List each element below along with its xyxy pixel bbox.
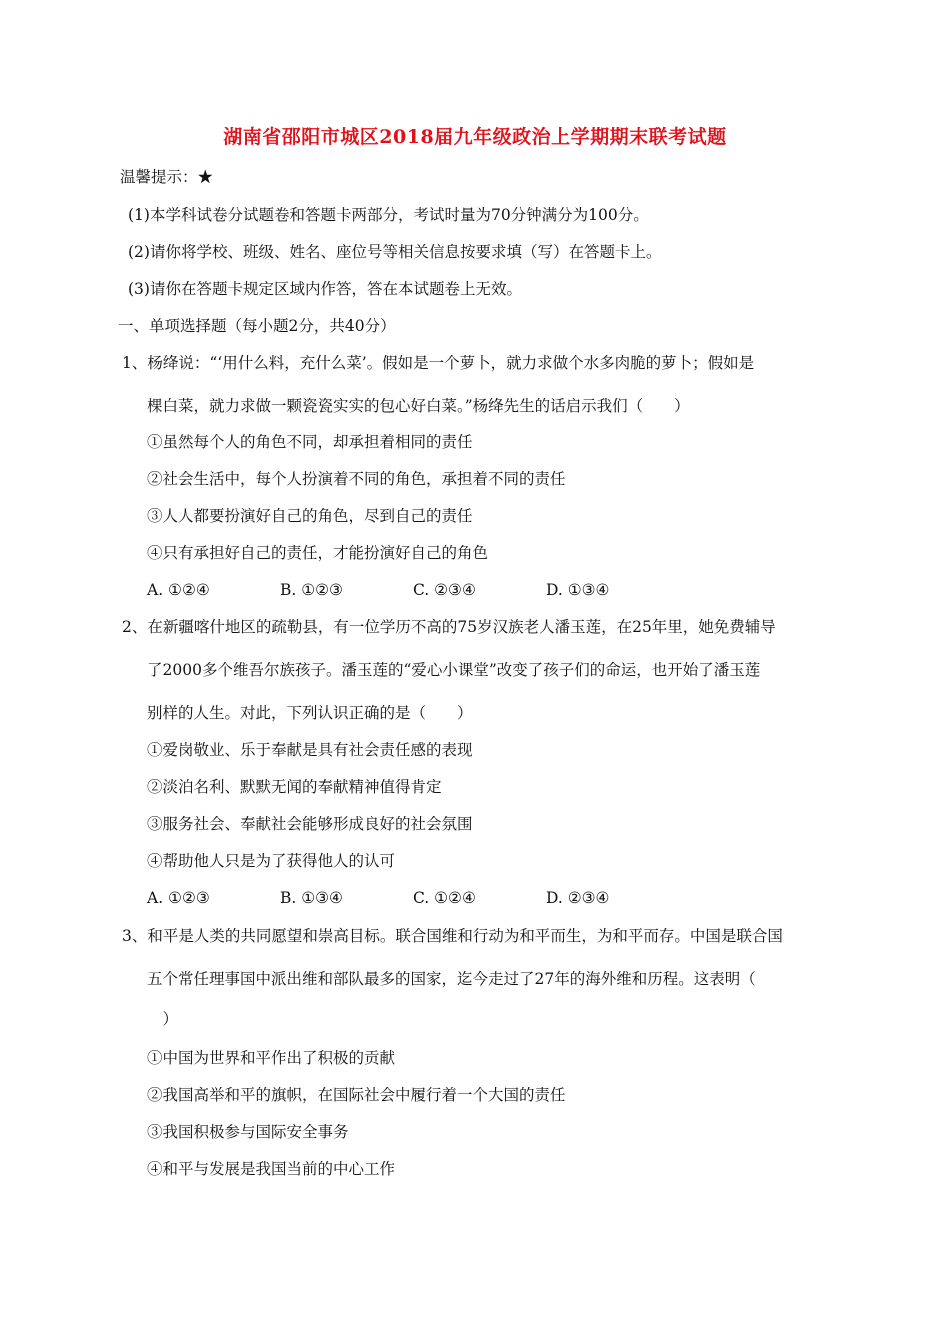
question-2-stem-cont: 了2000多个维吾尔族孩子。潘玉莲的“爱心小课堂”改变了孩子们的命运，也开始了潘玉莲 xyxy=(147,661,761,679)
question-1-option: ①虽然每个人的角色不同，却承担着相同的责任 xyxy=(147,433,473,451)
question-2-stem-cont: 别样的人生。对此，下列认识正确的是（ ） xyxy=(147,704,473,722)
section-heading: 一、单项选择题（每小题2分，共40分） xyxy=(118,317,396,335)
question-1-option: ④只有承担好自己的责任，才能扮演好自己的角色 xyxy=(147,544,489,562)
choice-c: C. ①②④ xyxy=(413,889,476,907)
question-1-option: ②社会生活中，每个人扮演着不同的角色，承担着不同的责任 xyxy=(147,470,566,488)
question-3-stem-cont: ） xyxy=(147,1010,179,1028)
question-1-choices xyxy=(147,580,679,600)
tip-item: (1)本学科试卷分试题卷和答题卡两部分，考试时量为70分钟满分为100分。 xyxy=(128,206,649,224)
question-1-stem-cont: 棵白菜，就力求做一颗瓷瓷实实的包心好白菜。”杨绛先生的话启示我们（ ） xyxy=(147,397,690,415)
question-3-stem: 3、和平是人类的共同愿望和崇高目标。联合国维和行动为和平而生，为和平而存。中国是联合国 xyxy=(122,927,783,945)
tip-item: (3)请你在答题卡规定区域内作答，答在本试题卷上无效。 xyxy=(128,280,522,298)
choice-b: B. ①②③ xyxy=(280,581,343,599)
choice-a: A. ①②④ xyxy=(147,581,210,599)
question-3-option: ④和平与发展是我国当前的中心工作 xyxy=(147,1160,396,1178)
question-3-stem-cont: 五个常任理事国中派出维和部队最多的国家，迄今走过了27年的海外维和历程。这表明（ xyxy=(147,970,756,988)
question-2-choices xyxy=(147,888,679,908)
choice-d: D. ①③④ xyxy=(546,581,610,599)
tips-label: 温馨提示：★ xyxy=(120,168,214,186)
question-2-option: ④帮助他人只是为了获得他人的认可 xyxy=(147,852,396,870)
question-2-option: ③服务社会、奉献社会能够形成良好的社会氛围 xyxy=(147,815,473,833)
choice-d: D. ②③④ xyxy=(546,889,610,907)
choice-c: C. ②③④ xyxy=(413,581,476,599)
question-3-option: ①中国为世界和平作出了积极的贡献 xyxy=(147,1049,396,1067)
choice-b: B. ①③④ xyxy=(280,889,343,907)
page-title: 湖南省邵阳市城区2018届九年级政治上学期期末联考试题 xyxy=(223,126,727,148)
tip-item: (2)请你将学校、班级、姓名、座位号等相关信息按要求填（写）在答题卡上。 xyxy=(128,243,662,261)
question-3-option: ②我国高举和平的旗帜，在国际社会中履行着一个大国的责任 xyxy=(147,1086,566,1104)
question-1-stem: 1、杨绛说：“‘用什么料，充什么菜’。假如是一个萝卜，就力求做个水多肉脆的萝卜；假如是 xyxy=(122,354,755,372)
choice-a: A. ①②③ xyxy=(147,889,210,907)
question-3-option: ③我国积极参与国际安全事务 xyxy=(147,1123,349,1141)
question-1-option: ③人人都要扮演好自己的角色，尽到自己的责任 xyxy=(147,507,473,525)
question-2-option: ①爱岗敬业、乐于奉献是具有社会责任感的表现 xyxy=(147,741,473,759)
question-2-option: ②淡泊名利、默默无闻的奉献精神值得肯定 xyxy=(147,778,442,796)
question-2-stem: 2、在新疆喀什地区的疏勒县，有一位学历不高的75岁汉族老人潘玉莲，在25年里，她免费辅导 xyxy=(122,618,776,636)
